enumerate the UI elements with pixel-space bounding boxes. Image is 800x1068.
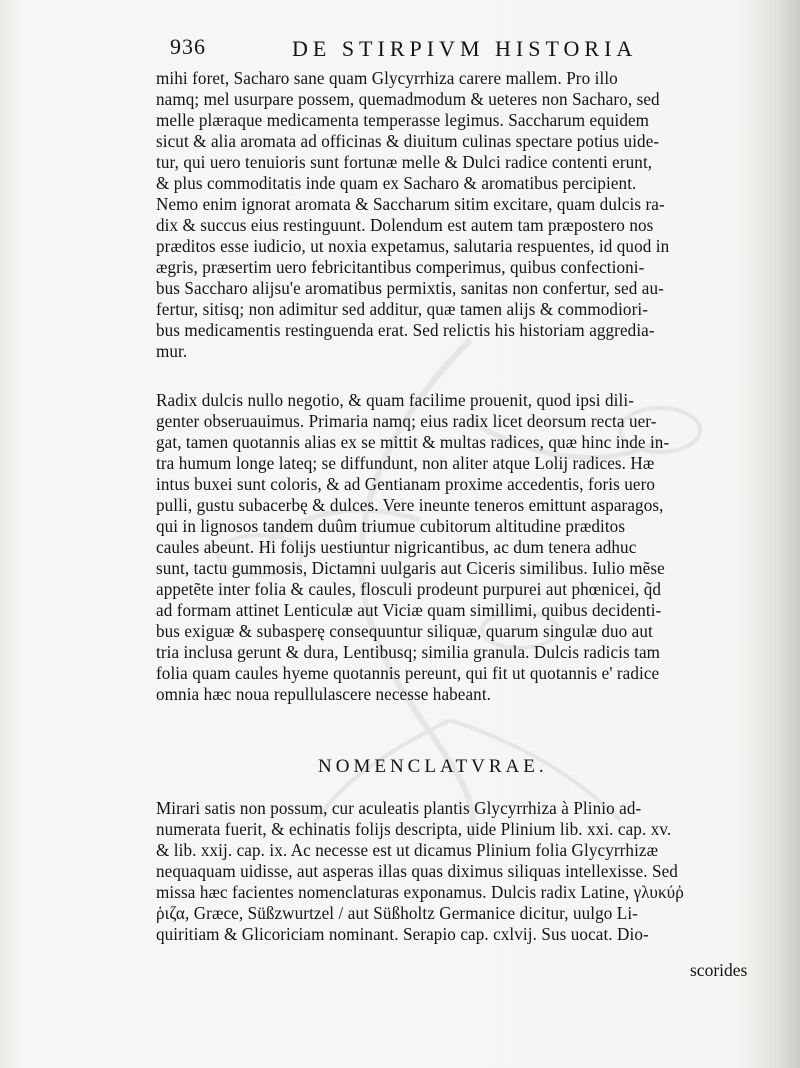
paragraph-nomenclature — [156, 798, 776, 945]
text-line: ægris, præsertim uero febricitantibus comperimus, quibus confectioni- — [156, 257, 645, 277]
running-title: DE STIRPIVM HISTORIA — [292, 36, 638, 61]
page-number: 936 — [170, 34, 206, 59]
text-line: gat, tamen quotannis alias ex se mittit & multas radices, quæ hinc inde in- — [156, 432, 670, 452]
text-line: bus medicamentis restinguenda erat. Sed relictis his historiam aggredia- — [156, 320, 655, 340]
text-line: genter obseruauimus. Primaria namq; eius radix licet deorsum recta uer- — [156, 411, 657, 431]
text-line: bus Saccharo alijsu'e aromatibus permixtis, sanitas non confertur, sed au- — [156, 278, 664, 298]
text-line: numerata fuerit, & echinatis folijs descripta, uide Plinium lib. xxi. cap. xv. — [156, 819, 672, 839]
text-line: sicut & alia aromata ad officinas & diuitum culinas spectare potius uide- — [156, 131, 660, 151]
paragraph-continuation — [156, 68, 776, 362]
text-line: mihi foret, Sacharo sane quam Glycyrrhiza carere mallem. Pro illo — [156, 68, 618, 88]
text-line: caules abeunt. Hi folijs uestiuntur nigricantibus, ac dum tenera adhuc — [156, 537, 637, 557]
section-heading: NOMENCLATVRAE. — [318, 756, 548, 777]
text-line: sunt, tactu gummosis, Dictamni uulgaris aut Ciceris similibus. Iulio mẽse — [156, 558, 665, 578]
text-line: pulli, gustu subacerbę & dulces. Vere ineunte teneros emittunt asparagos, — [156, 495, 664, 515]
text-line: præditos esse iudicio, ut noxia expetamus, salutaria respuentes, id quod in — [156, 236, 670, 256]
text-line: folia quam caules hyeme quotannis pereunt, qui fit ut quotannis e' radice — [156, 663, 660, 683]
text-line: tur, qui uero tenuioris sunt fortunæ melle & Dulci radice contenti erunt, — [156, 152, 653, 172]
text-line: intus buxei sunt coloris, & ad Gentianam proxime accedentis, foris uero — [156, 474, 656, 494]
text-line: & lib. xxij. cap. ix. Ac necesse est ut dicamus Plinium folia Glycyrrhizæ — [156, 840, 659, 860]
text-line: dix & succus eius restinguunt. Dolendum est autem tam præpostero nos — [156, 215, 654, 235]
catchword: scorides — [690, 960, 748, 980]
text-line: fertur, sitisq; non adimitur sed additur, quæ tamen alijs & commodiori- — [156, 299, 649, 319]
text-line: tra humum longe lateq; se diffundunt, non aliter atque Lolij radices. Hæ — [156, 453, 655, 473]
text-line: namq; mel usurpare possem, quemadmodum & ueteres non Sacharo, sed — [156, 89, 660, 109]
text-line: Nemo enim ignorat aromata & Saccharum sitim excitare, quam dulcis ra- — [156, 194, 665, 214]
text-line: tria inclusa gerunt & dura, Lentibusq; similia granula. Dulcis radicis tam — [156, 642, 661, 662]
paragraph-description — [156, 390, 776, 705]
page-header — [170, 34, 650, 64]
text-line: qui in lignosos tandem duûm triumue cubitorum altitudine præditos — [156, 516, 626, 536]
text-line: appetẽte inter folia & caules, flosculi prodeunt purpurei aut phœnicei, q̃d — [156, 579, 662, 599]
text-line: Mirari satis non possum, cur aculeatis plantis Glycyrrhiza à Plinio ad- — [156, 798, 642, 818]
text-line: omnia hæc noua repullulascere necesse habeant. — [156, 684, 492, 704]
text-line: mur. — [156, 341, 188, 361]
text-line: ῥιζα, Græce, Süßzwurtzel / aut Süßholtz Germanice dicitur, uulgo Li- — [156, 903, 638, 923]
text-line: quiritiam & Glicoriciam nominant. Serapio cap. cxlvij. Sus uocat. Dio- — [156, 924, 649, 944]
text-line: melle plæraque medicamenta temperasse legimus. Saccharum equidem — [156, 110, 650, 130]
text-line: missa hæc facientes nomenclaturas exponamus. Dulcis radix Latine, γλυκύῤ — [156, 882, 684, 902]
text-line: nequaquam uidisse, aut asperas illas quas diximus siliquas intellexisse. Sed — [156, 861, 678, 881]
text-line: bus exiguæ & subasperę consequuntur siliquæ, quarum singulæ duo aut — [156, 621, 653, 641]
text-line: Radix dulcis nullo negotio, & quam facilime prouenit, quod ipsi dili- — [156, 390, 635, 410]
text-line: ad formam attinet Lenticulæ aut Viciæ quam simillimi, quibus decidenti- — [156, 600, 662, 620]
text-line: & plus commoditatis inde quam ex Sacharo & aromatibus percipient. — [156, 173, 637, 193]
